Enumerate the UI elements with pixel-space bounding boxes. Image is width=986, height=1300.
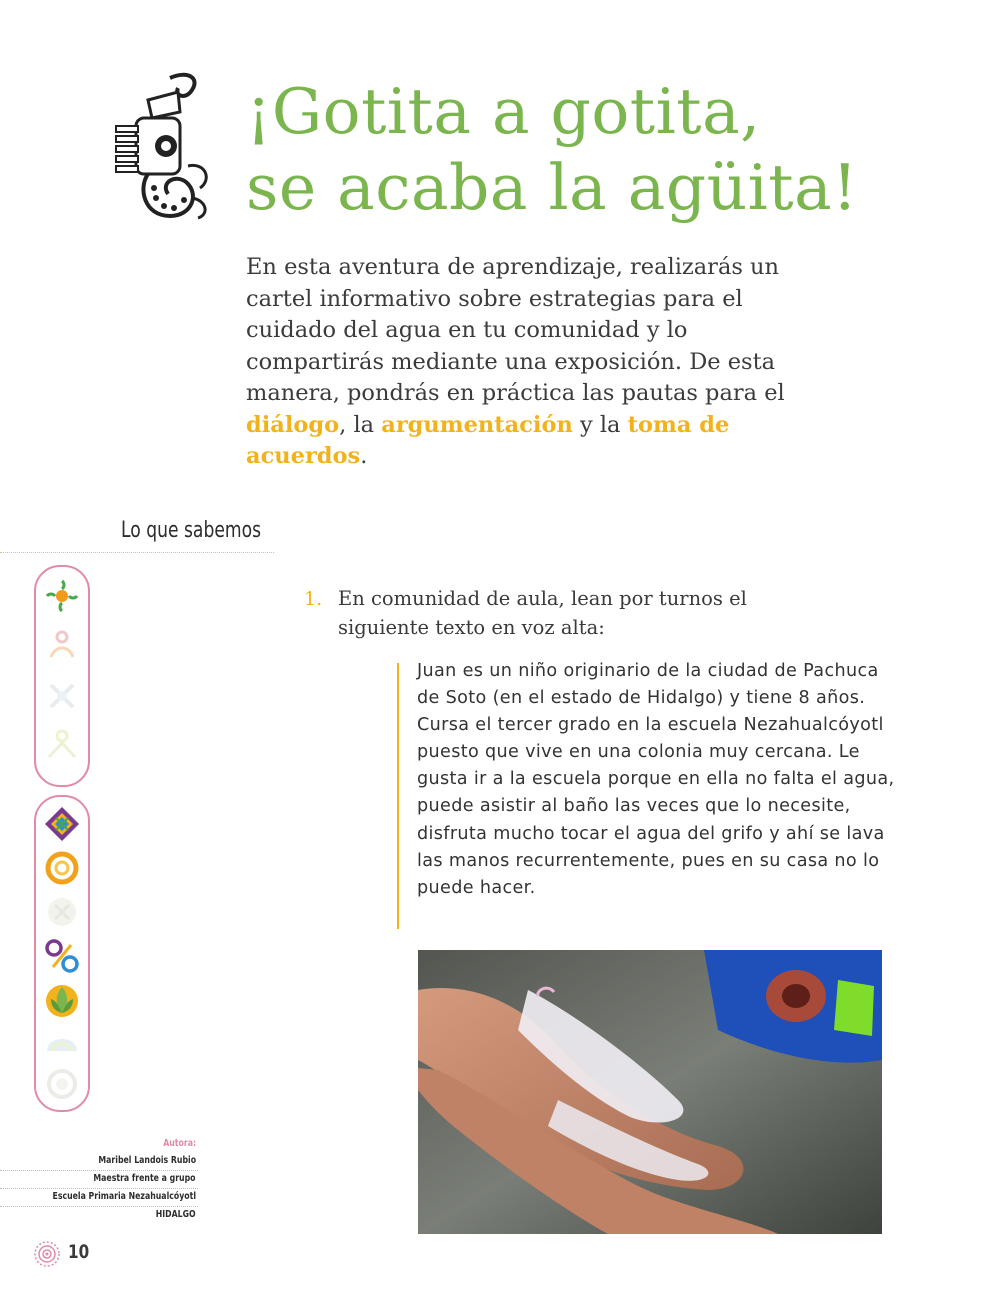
section-divider bbox=[0, 552, 274, 553]
author-role-row bbox=[0, 1171, 198, 1189]
reading-accent-bar bbox=[397, 663, 399, 929]
title-line-2: se acaba la agüita! bbox=[246, 151, 858, 224]
author-role: Maestra frente a grupo bbox=[93, 1173, 196, 1184]
highlight-argumentacion: argumentación bbox=[381, 411, 573, 438]
sidebar-group-1 bbox=[34, 565, 90, 787]
author-name-row bbox=[0, 1153, 198, 1171]
faded-ring-icon bbox=[43, 1065, 81, 1103]
intro-text: En esta aventura de aprendizaje, realizarás un cartel informativo sobre estrategias para el cuidado del agua en tu comunidad y lo compartirás mediante una exposición. De esta manera, pondrás en práctica las pautas para el bbox=[246, 254, 785, 406]
handwashing-photo bbox=[418, 950, 882, 1234]
glyph-illustration bbox=[108, 70, 218, 222]
activity-number: 1. bbox=[304, 588, 323, 610]
community-icon bbox=[43, 577, 81, 615]
page-number: 10 bbox=[68, 1241, 90, 1263]
author-credits bbox=[0, 1136, 198, 1224]
highlight-toma-de-acuerdos: toma de acuerdos bbox=[246, 411, 730, 469]
intro-sep-2: y la bbox=[572, 411, 628, 438]
page-ornament-icon bbox=[33, 1240, 61, 1268]
lotus-icon bbox=[43, 981, 81, 1019]
sidebar-group-2 bbox=[34, 795, 90, 1112]
faded-figure-icon-2 bbox=[43, 677, 81, 715]
author-name: Maribel Landois Rubio bbox=[98, 1155, 196, 1166]
reading-passage: Juan es un niño originario de la ciudad de Pachuca de Soto (en el estado de Hidalgo) y tiene 8 años. Cursa el tercer grado en la escuela Nezahualcóyotl puesto que vive en una colonia muy cercana. Le gusta ir a la escuela porque en ella no falta el agua, puede asistir al baño las veces que lo necesite, disfruta mucho tocar el agua del grifo y ahí se lava las manos recurrentemente, pues en su casa no lo puede hacer. bbox=[417, 661, 895, 898]
author-label: Autora: bbox=[163, 1138, 196, 1149]
author-label-row bbox=[0, 1136, 198, 1153]
author-state-row bbox=[0, 1207, 198, 1224]
faded-figure-icon bbox=[43, 627, 81, 665]
section-heading: Lo que sabemos bbox=[121, 518, 262, 543]
faded-figure-icon-3 bbox=[43, 727, 81, 765]
highlight-dialogo: diálogo bbox=[246, 411, 340, 438]
intro-paragraph bbox=[246, 252, 806, 473]
percent-rings-icon bbox=[43, 937, 81, 975]
page-title bbox=[246, 74, 946, 226]
title-line-1: ¡Gotita a gotita, bbox=[246, 75, 761, 148]
faded-circle-icon bbox=[43, 893, 81, 931]
orange-ring-icon bbox=[43, 849, 81, 887]
faded-dome-icon bbox=[43, 1025, 81, 1063]
author-school: Escuela Primaria Nezahualcóyotl bbox=[52, 1191, 196, 1202]
diamond-cross-icon bbox=[43, 805, 81, 843]
activity-instruction: En comunidad de aula, lean por turnos el siguiente texto en voz alta: bbox=[338, 587, 747, 639]
author-state: HIDALGO bbox=[156, 1209, 196, 1220]
intro-sep-1: , la bbox=[339, 411, 382, 438]
author-school-row bbox=[0, 1189, 198, 1207]
intro-end: . bbox=[360, 443, 368, 469]
